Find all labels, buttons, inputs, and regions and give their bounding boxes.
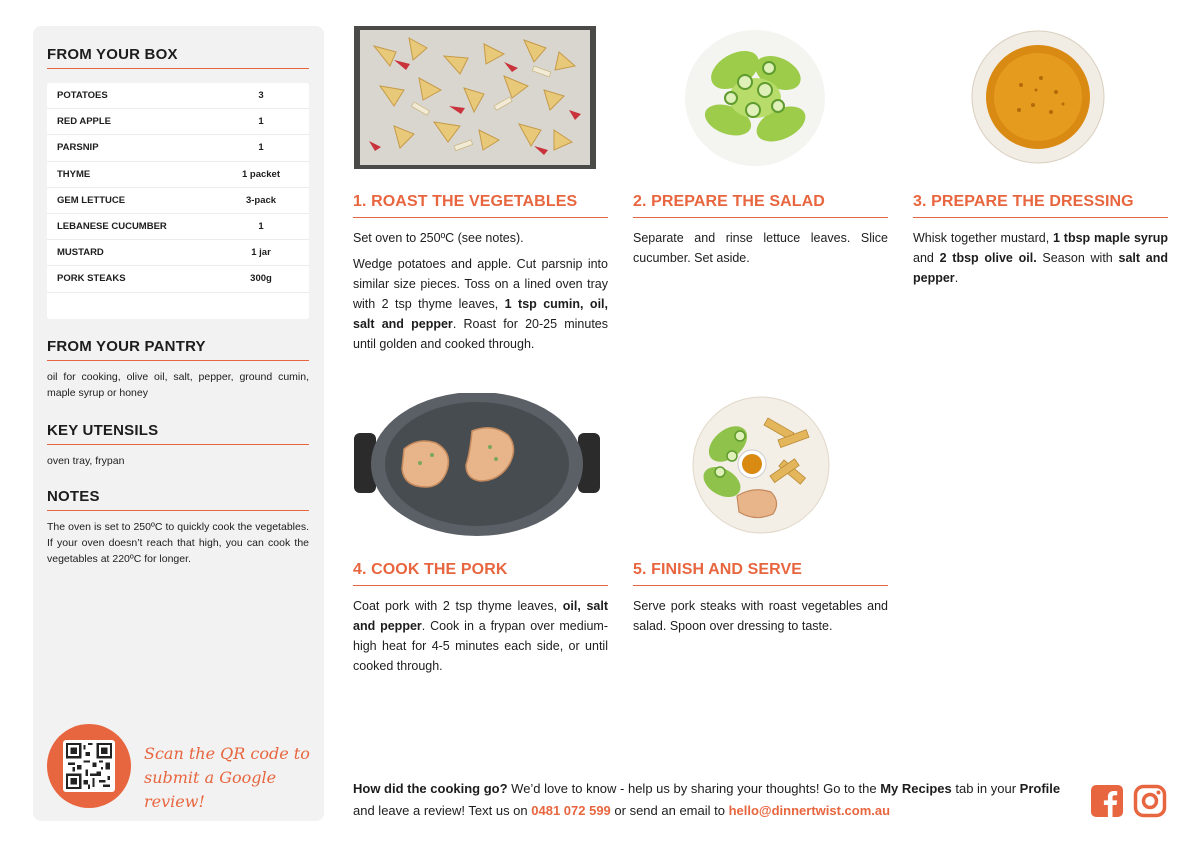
step-1-text-c: . Roast for 20-25 minutes until golden and cooked through. [353,317,608,351]
footer-text-4: or send an email to [610,803,729,818]
step-1-para-1: Set oven to 250ºC (see notes). [353,231,524,245]
ingredient-name: LEBANESE CUCUMBER [57,221,167,233]
step-5 [633,561,888,636]
ingredients-sidebar [33,26,324,821]
step-3-text-g: . [954,271,959,285]
step-3-text-e: Season with [1036,251,1119,265]
footer-my-recipes: My Recipes [880,781,952,796]
step-3 [913,193,1168,288]
ingredient-qty: 3-pack [245,194,277,206]
ingredient-name: RED APPLE [57,116,112,128]
facebook-icon[interactable] [1090,784,1124,818]
footer-email-link[interactable]: hello@dinnertwist.com.au [728,803,891,818]
step-3-text-a: Whisk together mustard, [913,231,1053,245]
ingredient-row [47,214,309,240]
review-footer [353,778,1073,822]
ingredient-qty: 1 [258,142,264,154]
step-4-title: 4. COOK THE PORK [353,561,608,586]
step-4-text-a: Coat pork with 2 tsp thyme leaves, [353,599,563,613]
frypan-pork-photo [354,393,600,536]
step-3-text-b: 1 tbsp maple syrup [1053,231,1168,245]
step-3-body [913,228,1168,288]
step-4-body [353,596,608,676]
footer-phone-link[interactable]: 0481 072 599 [531,803,611,818]
ingredients-table [47,83,309,319]
pantry-section [47,338,309,401]
pantry-heading: FROM YOUR PANTRY [47,338,309,361]
qr-badge [47,724,131,808]
step-2-title: 2. PREPARE THE SALAD [633,193,888,218]
ingredient-row [47,135,309,161]
qr-caption [144,742,314,814]
step-1-text-a: Wedge potatoes and apple. Cut parsnip into similar size pieces. Toss on a lined oven tray with 2 tsp thyme leaves, [353,257,608,311]
step-3-para-1 [913,228,1168,288]
footer-text-3: and leave a review! Text us on [353,803,532,818]
notes-text: The oven is set to 250ºC to quickly cook the vegetables. If your oven doesn’t reach that high, you can cook the vegetables at 220ºC for longer. [47,521,309,565]
step-2-para-1: Separate and rinse lettuce leaves. Slice cucumber. Set aside. [633,231,888,265]
step-5-para-1: Serve pork steaks with roast vegetables and salad. Spoon over dressing to taste. [633,599,888,633]
utensils-heading: KEY UTENSILS [47,422,309,445]
step-1-body [353,228,608,354]
ingredient-row [47,162,309,188]
pantry-text: oil for cooking, olive oil, salt, pepper, ground cumin, maple syrup or honey [47,371,309,399]
notes-section [47,488,309,567]
instagram-icon[interactable] [1133,784,1167,818]
ingredient-qty: 300g [250,273,272,285]
roast-vegetables-photo [354,26,596,169]
step-5-body [633,596,888,636]
ingredient-row [47,240,309,266]
ingredient-row [47,83,309,109]
step-3-text-d: 2 tbsp olive oil. [939,251,1037,265]
footer-text-2: tab in your [951,781,1020,796]
ingredient-name: POTATOES [57,90,108,102]
ingredient-name: PARSNIP [57,142,99,154]
step-4-text-c: . Cook in a frypan over medium-high heat for 4-5 minutes each side, or until cooked through. [353,619,609,673]
qr-caption-line-2: submit a Google review! [144,768,277,811]
finished-dish-photo [692,396,830,534]
step-2-body [633,228,888,268]
step-3-text-f: salt and pepper [913,251,1168,285]
ingredient-qty: 1 [258,221,264,233]
notes-heading: NOTES [47,488,309,511]
utensils-section [47,422,309,469]
ingredient-qty: 1 [258,116,264,128]
step-4-para-1 [353,596,608,676]
ingredient-qty: 3 [258,90,264,102]
ingredient-qty: 1 jar [251,247,271,259]
step-1-text-bold: 1 tsp cumin, oil, salt and pepper [353,297,608,331]
step-3-text-c: and [913,251,940,265]
footer-text-1: We’d love to know - help us by sharing your thoughts! Go to the [507,781,881,796]
step-1-title: 1. ROAST THE VEGETABLES [353,193,608,218]
step-4-text-bold: oil, salt and pepper [353,599,608,633]
ingredient-name: PORK STEAKS [57,273,126,285]
utensils-text: oven tray, frypan [47,455,125,467]
ingredient-row [47,188,309,214]
step-1-para-2 [353,254,608,354]
qr-caption-line-1: Scan the QR code to [144,744,310,763]
salad-photo [683,28,827,168]
from-your-box-section [47,46,309,319]
from-your-box-heading: FROM YOUR BOX [47,46,309,69]
footer-profile: Profile [1019,781,1061,796]
ingredient-row [47,266,309,292]
step-5-title: 5. FINISH AND SERVE [633,561,888,586]
step-1 [353,193,608,354]
footer-question: How did the cooking go? [353,781,508,796]
dressing-photo [971,30,1105,164]
ingredient-name: GEM LETTUCE [57,194,126,206]
ingredient-qty: 1 packet [241,168,281,180]
step-4 [353,561,608,676]
ingredient-name: MUSTARD [57,247,104,259]
ingredient-name: THYME [57,168,91,180]
qr-code-icon[interactable] [63,740,115,792]
step-3-title: 3. PREPARE THE DRESSING [913,193,1168,218]
step-2 [633,193,888,268]
ingredient-row [47,109,309,135]
